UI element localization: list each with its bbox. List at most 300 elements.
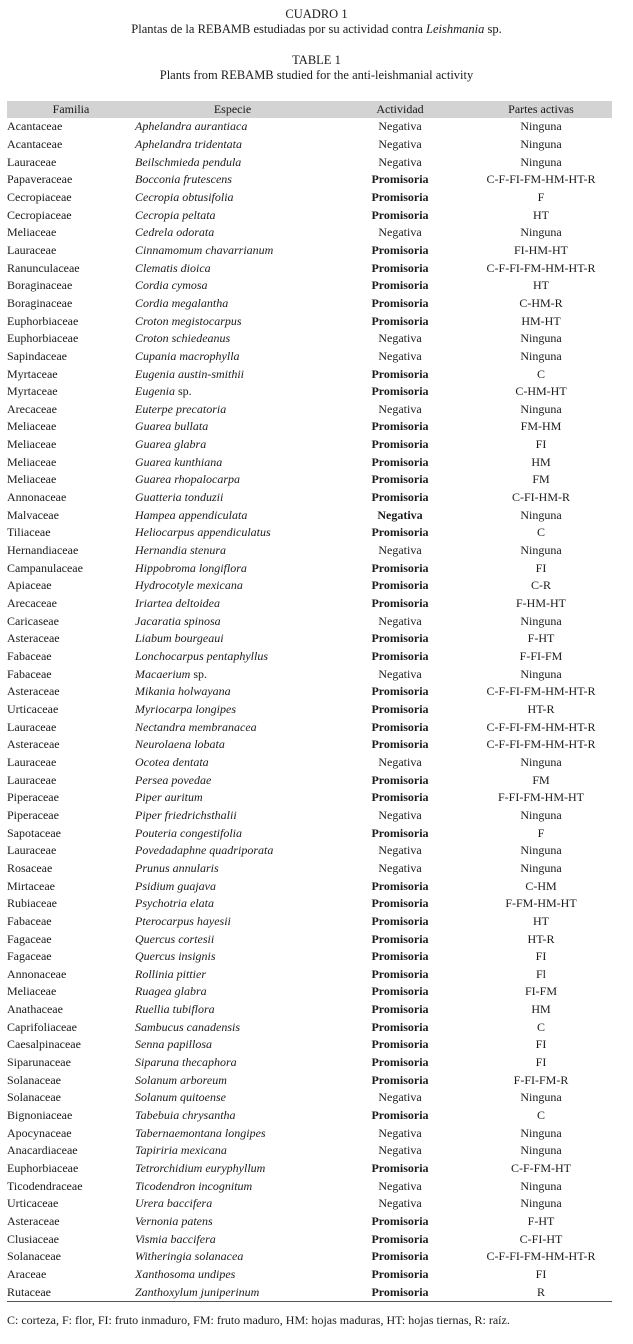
cell-partes-activas: R	[470, 1283, 612, 1301]
table-row	[7, 1142, 612, 1160]
table-row	[7, 754, 612, 772]
cell-actividad: Promisoria	[371, 966, 429, 981]
cell-partes-activas: C-HM-R	[519, 295, 563, 310]
cell-familia: Cecropiaceae	[7, 207, 72, 222]
table-row	[7, 771, 612, 789]
cell-actividad: Promisoria	[371, 1072, 429, 1087]
cell-partes-activas: FM-HM	[520, 419, 562, 434]
table-row	[7, 189, 612, 207]
cell-familia: Fagaceae	[7, 949, 52, 964]
table-row	[7, 983, 612, 1001]
cell-familia: Asteraceae	[7, 737, 60, 752]
cell-familia: Rosaceae	[7, 860, 53, 875]
cell-especie: Croton megistocarpus	[135, 313, 242, 328]
cell-familia: Lauraceae	[7, 154, 57, 169]
cell-partes-activas: FI	[535, 1037, 547, 1052]
cell-actividad: Promisoria	[371, 701, 429, 716]
table-row	[7, 736, 612, 754]
table-body	[7, 118, 612, 1301]
cell-especie: Cecropia obtusifolia	[135, 189, 234, 204]
cell-especie: Ticodendron incognitum	[135, 1178, 253, 1193]
table-row	[7, 471, 612, 489]
cell-familia: Bignoniaceae	[7, 1108, 73, 1123]
table-row	[7, 1177, 612, 1195]
cell-especie: Solanum arboreum	[135, 1072, 227, 1087]
cell-actividad: Negativa	[378, 154, 422, 169]
cell-partes-activas: Ninguna	[520, 401, 562, 416]
cell-actividad: Negativa	[378, 136, 422, 151]
cell-familia: Lauraceae	[7, 242, 57, 257]
cell-especie: Eugenia austin-smithii	[135, 366, 244, 381]
cell-partes-activas: F-HT	[527, 1214, 555, 1229]
cell-partes-activas: C-HM-HT	[515, 384, 567, 399]
cell-actividad: Promisoria	[371, 172, 429, 187]
cell-partes-activas: Ninguna	[520, 613, 562, 628]
cell-partes-activas: Ninguna	[520, 843, 562, 858]
cell-especie: Ocotea dentata	[135, 754, 209, 769]
table-row	[7, 1018, 612, 1036]
cell-actividad: Promisoria	[371, 1002, 429, 1017]
table-row	[7, 1001, 612, 1019]
cell-actividad: Promisoria	[371, 913, 429, 928]
cell-familia: Tiliaceae	[7, 525, 51, 540]
cell-especie: Jacaratia spinosa	[135, 613, 221, 628]
table-row	[7, 966, 612, 984]
cell-partes-activas: Ninguna	[520, 1143, 562, 1158]
cell-familia: Fabaceae	[7, 649, 52, 664]
cell-especie: Psidium guajava	[135, 878, 216, 893]
cell-familia: Rubiaceae	[7, 896, 57, 911]
cell-especie: Povedadaphne quadriporata	[135, 843, 274, 858]
cell-especie: Cordia megalantha	[135, 295, 229, 310]
cell-actividad: Promisoria	[371, 454, 429, 469]
cell-especie: Quercus insignis	[135, 949, 216, 964]
cell-partes-activas: FI	[535, 1055, 547, 1070]
cell-actividad: Promisoria	[371, 896, 429, 911]
cell-familia: Arecaceae	[7, 401, 57, 416]
cell-partes-activas: C-FI-HT	[519, 1231, 563, 1246]
cell-familia: Caricaseae	[7, 613, 59, 628]
cell-familia: Ranunculaceae	[7, 260, 80, 275]
header-familia: Familia	[52, 102, 90, 116]
table-row	[7, 824, 612, 842]
cell-familia: Malvaceae	[7, 507, 59, 522]
cell-actividad: Promisoria	[371, 631, 429, 646]
cell-actividad: Promisoria	[371, 560, 429, 575]
cell-actividad: Promisoria	[371, 260, 429, 275]
table-row	[7, 153, 612, 171]
cell-partes-activas: FI	[535, 560, 547, 575]
cell-familia: Hernandiaceae	[7, 543, 79, 558]
cell-partes-activas: FI-HM-HT	[514, 242, 568, 257]
cell-partes-activas: C-F-FI-FM-HM-HT-R	[486, 260, 596, 275]
cell-especie: Psychotria elata	[135, 896, 214, 911]
cell-actividad: Negativa	[378, 843, 422, 858]
table-row	[7, 436, 612, 454]
cell-especie: Tabernaemontana longipes	[135, 1125, 266, 1140]
table-row	[7, 295, 612, 313]
cell-partes-activas: Ninguna	[520, 543, 562, 558]
cell-familia: Anathaceae	[7, 1002, 63, 1017]
cell-especie: Neurolaena lobata	[135, 737, 225, 752]
table-row	[7, 612, 612, 630]
cell-actividad: Negativa	[378, 331, 422, 346]
cell-partes-activas: Ninguna	[520, 507, 562, 522]
table-row	[7, 718, 612, 736]
cell-especie: Hernandia stenura	[135, 543, 226, 558]
cell-especie: Clematis dioica	[135, 260, 211, 275]
cell-actividad: Promisoria	[371, 772, 429, 787]
cell-especie: Croton schiedeanus	[135, 331, 231, 346]
table-row	[7, 401, 612, 419]
cell-actividad: Promisoria	[371, 1019, 429, 1034]
cell-actividad: Promisoria	[371, 684, 429, 699]
cell-familia: Fabaceae	[7, 666, 52, 681]
cell-especie: Tabebuia chrysantha	[135, 1108, 236, 1123]
cell-especie: Piper friedrichsthalii	[135, 807, 237, 822]
cell-actividad: Promisoria	[371, 207, 429, 222]
cell-especie: Hippobroma longiflora	[135, 560, 247, 575]
cell-especie: Aphelandra aurantiaca	[135, 119, 248, 134]
cell-especie: Hampea appendiculata	[135, 507, 248, 522]
cell-actividad: Promisoria	[371, 649, 429, 664]
cell-familia: Meliaceae	[7, 437, 57, 452]
table-caption-en-description: Plants from REBAMB studied for the anti-leishmanial activity	[159, 68, 474, 82]
cell-partes-activas: Ninguna	[520, 666, 562, 681]
cell-actividad: Promisoria	[371, 825, 429, 840]
cell-familia: Boraginaceae	[7, 295, 73, 310]
cell-partes-activas: Ninguna	[520, 331, 562, 346]
cell-especie	[135, 665, 330, 683]
cell-partes-activas: Fl	[535, 966, 546, 981]
cell-actividad: Negativa	[378, 119, 422, 134]
cell-actividad: Negativa	[378, 1178, 422, 1193]
cell-especie: Senna papillosa	[135, 1037, 212, 1052]
cell-partes-activas: FM	[532, 472, 550, 487]
cell-actividad: Promisoria	[371, 984, 429, 999]
cell-familia: Annonaceae	[7, 490, 67, 505]
cell-especie: Quercus cortesii	[135, 931, 215, 946]
cell-especie: Piper auritum	[135, 790, 203, 805]
cell-partes-activas: C-R	[530, 578, 551, 593]
cell-especie: Guarea bullata	[135, 419, 209, 434]
cell-especie: Prunus annularis	[135, 860, 219, 875]
cell-partes-activas: C	[536, 1108, 545, 1123]
table-row	[7, 524, 612, 542]
cell-familia: Caprifoliaceae	[7, 1019, 77, 1034]
cell-partes-activas: C	[536, 366, 545, 381]
cell-familia: Acantaceae	[7, 136, 63, 151]
caption-es-text: Plantas de la REBAMB estudiadas por su actividad contra	[131, 22, 426, 36]
table-row	[7, 701, 612, 719]
cell-actividad: Promisoria	[371, 366, 429, 381]
cell-familia: Myrtaceae	[7, 384, 58, 399]
cell-actividad: Promisoria	[371, 295, 429, 310]
cell-especie: Hydrocotyle mexicana	[135, 578, 243, 593]
cell-familia: Cecropiaceae	[7, 189, 72, 204]
cell-familia: Lauraceae	[7, 843, 57, 858]
cell-partes-activas: Ninguna	[520, 807, 562, 822]
cell-especie: Cordia cymosa	[135, 278, 208, 293]
table-row	[7, 807, 612, 825]
cell-partes-activas: FI	[535, 949, 547, 964]
plants-table	[7, 101, 612, 1302]
table-footnote: C: corteza, F: flor, FI: fruto inmaduro, FM: fruto maduro, HM: hojas maduras, HT: hojas tiernas, R: raíz.	[7, 1313, 510, 1327]
cell-partes-activas: FI-FM	[524, 984, 557, 999]
cell-partes-activas: Ninguna	[520, 754, 562, 769]
table-row	[7, 1107, 612, 1125]
cell-actividad: Promisoria	[371, 719, 429, 734]
cell-familia: Lauraceae	[7, 772, 57, 787]
cell-partes-activas: C-F-FM-HT	[510, 1161, 571, 1176]
cell-especie: Urera baccifera	[135, 1196, 213, 1211]
cell-actividad: Negativa	[378, 613, 422, 628]
cell-actividad: Promisoria	[371, 278, 429, 293]
cell-partes-activas: HT	[533, 913, 549, 928]
table-row	[7, 648, 612, 666]
cell-actividad: Promisoria	[371, 931, 429, 946]
table-row	[7, 383, 612, 401]
cell-familia: Solanaceae	[7, 1090, 61, 1105]
table-row	[7, 930, 612, 948]
cell-familia: Apiaceae	[7, 578, 52, 593]
cell-actividad: Negativa	[378, 1196, 422, 1211]
cell-especie: Bocconia frutescens	[135, 172, 232, 187]
cell-familia: Rutaceae	[7, 1283, 135, 1301]
cell-especie: Guarea glabra	[135, 437, 207, 452]
cell-especie: Witheringia solanacea	[135, 1249, 244, 1264]
cell-partes-activas: FI	[535, 437, 547, 452]
cell-partes-activas: C-HM	[525, 878, 557, 893]
table-row	[7, 1248, 612, 1266]
cell-partes-activas: Ninguna	[520, 225, 562, 240]
cell-especie: Xanthosoma undipes	[135, 1266, 236, 1281]
cell-partes-activas: F-FI-FM-R	[513, 1072, 569, 1087]
cell-actividad: Promisoria	[371, 472, 429, 487]
caption-es-suffix: sp.	[484, 22, 502, 36]
cell-familia: Campanulaceae	[7, 560, 83, 575]
cell-partes-activas: F-HT	[527, 631, 555, 646]
cell-especie: Guarea rhopalocarpa	[135, 472, 240, 487]
cell-especie: Sambucus canadensis	[135, 1019, 240, 1034]
cell-especie: Persea povedae	[135, 772, 212, 787]
cell-actividad: Negativa	[378, 1143, 422, 1158]
cell-familia: Clusiaceae	[7, 1231, 59, 1246]
table-row	[7, 1124, 612, 1142]
cell-especie: Cupania macrophylla	[135, 348, 240, 363]
table-row	[7, 312, 612, 330]
table-row	[7, 489, 612, 507]
cell-actividad: Promisoria	[371, 1249, 429, 1264]
cell-partes-activas: Ninguna	[520, 1125, 562, 1140]
table-row	[7, 577, 612, 595]
cell-partes-activas: Ninguna	[520, 154, 562, 169]
cell-especie	[135, 383, 330, 401]
table-row	[7, 277, 612, 295]
cell-familia: Asteraceae	[7, 684, 60, 699]
cell-actividad: Negativa	[378, 401, 422, 416]
cell-especie: Beilschmieda pendula	[135, 154, 242, 169]
table-header	[7, 101, 612, 118]
cell-familia: Meliaceae	[7, 472, 57, 487]
cell-especie: Mikania holwayana	[135, 684, 231, 699]
cell-partes-activas: C-FI-HM-R	[511, 490, 570, 505]
cell-partes-activas: C-F-FI-FM-HM-HT-R	[486, 719, 596, 734]
table-row	[7, 860, 612, 878]
cell-partes-activas: Ninguna	[520, 348, 562, 363]
cell-actividad: Promisoria	[371, 490, 429, 505]
cell-actividad: Negativa	[378, 1125, 422, 1140]
cell-actividad: Promisoria	[371, 737, 429, 752]
species-genus: Eugenia	[135, 384, 178, 399]
cell-familia: Meliaceae	[7, 225, 57, 240]
cell-familia: Myrtaceae	[7, 366, 58, 381]
table-row	[7, 1283, 612, 1301]
table-row	[7, 1213, 612, 1231]
cell-partes-activas: Ninguna	[520, 1178, 562, 1193]
cell-especie: Ruagea glabra	[135, 984, 207, 999]
cell-partes-activas: C-F-FI-FM-HM-HT-R	[486, 1249, 596, 1264]
cell-actividad: Promisoria	[371, 1037, 429, 1052]
table-row	[7, 224, 612, 242]
cell-actividad: Negativa	[378, 860, 422, 875]
species-sp: sp.	[193, 666, 207, 681]
cell-especie: Aphelandra tridentata	[135, 136, 242, 151]
table-row	[7, 1230, 612, 1248]
table-row	[7, 206, 612, 224]
cell-partes-activas: F-HM-HT	[516, 596, 566, 611]
cell-partes-activas: F	[537, 189, 545, 204]
cell-partes-activas: HT-R	[527, 701, 555, 716]
table-row	[7, 453, 612, 471]
header-actividad: Actividad	[376, 102, 424, 116]
cell-especie: Liabum bourgeaui	[135, 631, 224, 646]
cell-familia: Araceae	[7, 1266, 47, 1281]
table-row	[7, 630, 612, 648]
table-row	[7, 1089, 612, 1107]
cell-especie: Pouteria congestifolia	[135, 825, 242, 840]
table-row	[7, 913, 612, 931]
cell-partes-activas: F-FI-FM-HM-HT	[497, 790, 584, 805]
cell-especie: Guarea kunthiana	[135, 454, 223, 469]
cell-especie: Ruellia tubiflora	[135, 1002, 215, 1017]
cell-familia: Siparunaceae	[7, 1055, 71, 1070]
cell-especie: Cecropia peltata	[135, 207, 216, 222]
cell-partes-activas: C-F-FI-FM-HM-HT-R	[486, 172, 596, 187]
table-row	[7, 1160, 612, 1178]
cell-actividad: Negativa	[378, 1090, 422, 1105]
cell-familia: Urticaceae	[7, 1196, 59, 1211]
cell-especie: Guatteria tonduzii	[135, 490, 224, 505]
cell-partes-activas: Ninguna	[520, 1090, 562, 1105]
cell-familia: Euphorbiaceae	[7, 331, 79, 346]
table-row	[7, 242, 612, 260]
table-row	[7, 118, 612, 136]
cell-actividad: Negativa	[377, 507, 423, 522]
cell-familia: Meliaceae	[7, 419, 57, 434]
cell-partes-activas: Ninguna	[520, 860, 562, 875]
cell-partes-activas: HT	[533, 207, 549, 222]
table-row	[7, 330, 612, 348]
caption-es-genus: Leishmania	[426, 22, 485, 36]
cell-actividad: Promisoria	[371, 878, 429, 893]
cell-familia: Meliaceae	[7, 984, 57, 999]
cell-familia: Solanaceae	[7, 1072, 61, 1087]
table-row	[7, 506, 612, 524]
cell-especie: Siparuna thecaphora	[135, 1055, 237, 1070]
cell-actividad: Promisoria	[371, 1231, 429, 1246]
table-row	[7, 136, 612, 154]
cell-partes-activas: C-F-FI-FM-HM-HT-R	[486, 684, 596, 699]
cell-especie: Solanum quitoense	[135, 1090, 226, 1105]
cell-familia: Annonaceae	[7, 966, 67, 981]
cell-actividad: Negativa	[378, 666, 422, 681]
cell-actividad: Negativa	[378, 754, 422, 769]
cell-familia: Ticodendraceae	[7, 1178, 83, 1193]
cell-partes-activas: HT-R	[527, 931, 555, 946]
species-sp: sp.	[178, 384, 192, 399]
table-row	[7, 542, 612, 560]
table-caption-es-title: CUADRO 1	[285, 7, 348, 21]
cell-especie: Pterocarpus hayesii	[135, 913, 231, 928]
cell-actividad: Promisoria	[371, 949, 429, 964]
cell-familia: Piperaceae	[7, 790, 59, 805]
cell-especie: Cinnamomum chavarrianum	[135, 242, 274, 257]
table-row	[7, 1054, 612, 1072]
table-row	[7, 683, 612, 701]
cell-especie: Vismia baccifera	[135, 1231, 216, 1246]
cell-especie: Cedrela odorata	[135, 225, 215, 240]
cell-actividad: Promisoria	[371, 384, 429, 399]
cell-familia: Meliaceae	[7, 454, 57, 469]
table-caption-es-description	[0, 22, 633, 37]
cell-especie: Tapiriria mexicana	[135, 1143, 227, 1158]
cell-actividad: Negativa	[378, 348, 422, 363]
cell-especie: Nectandra membranacea	[135, 719, 257, 734]
species-genus: Macaerium	[135, 666, 194, 681]
cell-familia: Sapotaceae	[7, 825, 61, 840]
cell-partes-activas: C	[536, 525, 545, 540]
table-row	[7, 665, 612, 683]
cell-actividad: Promisoria	[371, 578, 429, 593]
table-row	[7, 1195, 612, 1213]
table-caption-en-title: TABLE 1	[292, 53, 341, 67]
header-especie: Especie	[213, 102, 252, 116]
cell-actividad: Negativa	[378, 807, 422, 822]
cell-actividad: Promisoria	[330, 1283, 470, 1301]
cell-familia: Asteraceae	[7, 1214, 60, 1229]
table-row	[7, 842, 612, 860]
cell-actividad: Promisoria	[371, 1055, 429, 1070]
cell-familia: Asteraceae	[7, 631, 60, 646]
cell-familia: Boraginaceae	[7, 278, 73, 293]
cell-familia: Lauraceae	[7, 754, 57, 769]
cell-familia: Solanaceae	[7, 1249, 61, 1264]
cell-actividad: Promisoria	[371, 1161, 429, 1176]
cell-familia: Papaveraceae	[7, 172, 73, 187]
cell-actividad: Promisoria	[371, 313, 429, 328]
cell-partes-activas: F	[537, 825, 545, 840]
table-row	[7, 877, 612, 895]
cell-especie: Heliocarpus appendiculatus	[135, 525, 271, 540]
cell-familia: Arecaceae	[7, 596, 57, 611]
cell-familia: Euphorbiaceae	[7, 313, 79, 328]
cell-familia: Fagaceae	[7, 931, 52, 946]
cell-partes-activas: HT	[533, 278, 549, 293]
cell-especie: Iriartea deltoidea	[135, 596, 220, 611]
cell-actividad: Promisoria	[371, 242, 429, 257]
cell-familia: Urticaceae	[7, 701, 59, 716]
